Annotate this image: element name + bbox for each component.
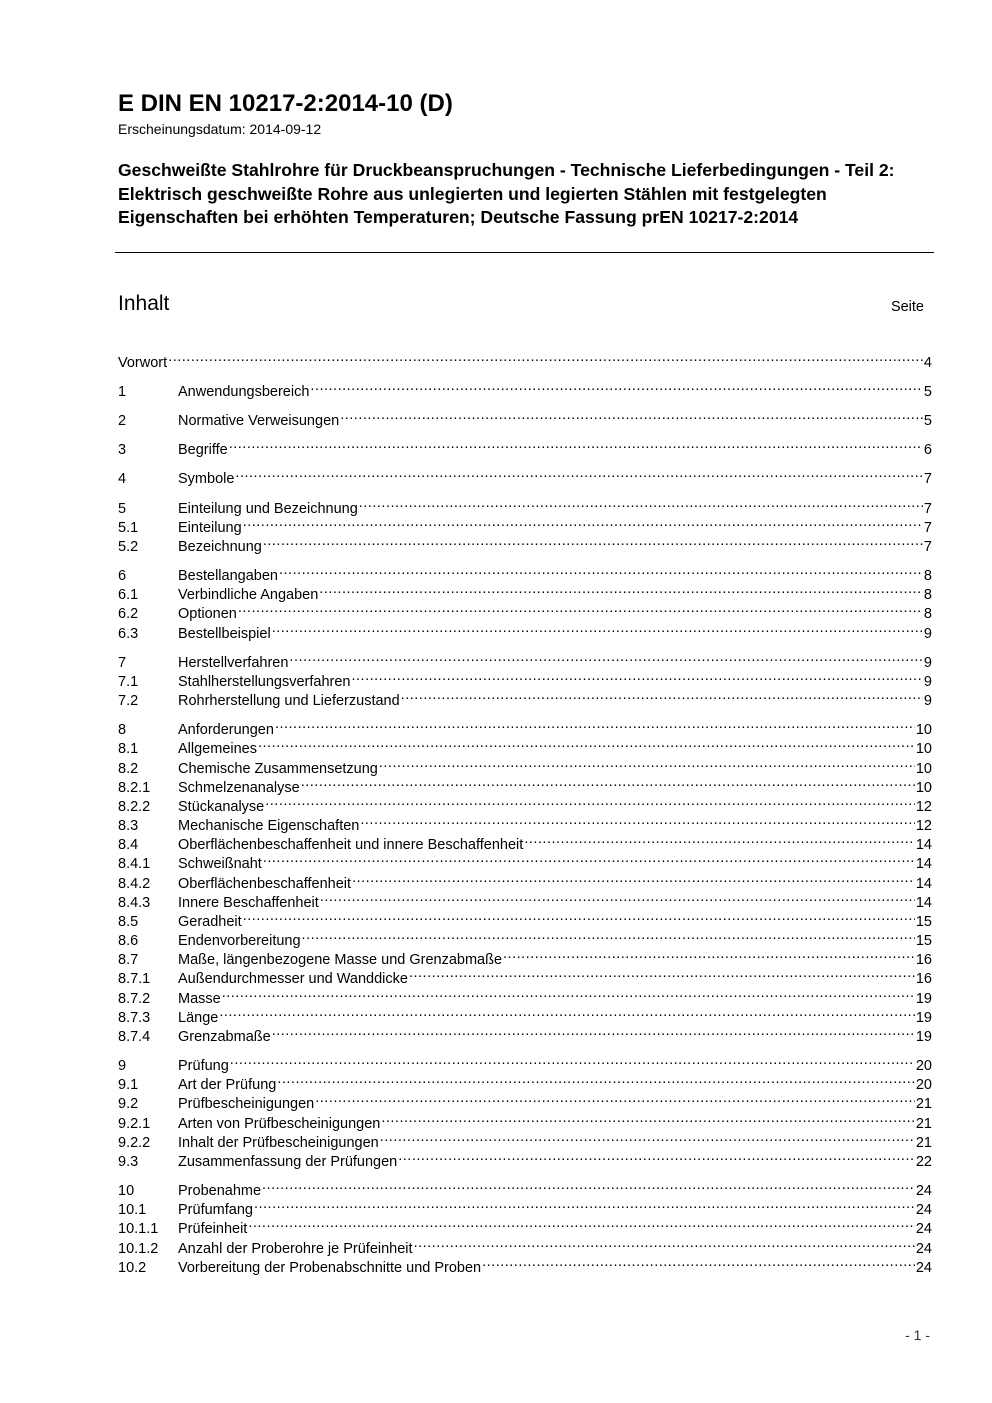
toc-entry-page: 24 [915,1260,932,1276]
toc-dot-leader [340,406,923,425]
toc-dot-leader [315,1089,915,1108]
toc-entry-number: 8.7 [118,952,139,968]
toc-entry[interactable] [118,377,932,400]
toc-entry[interactable] [118,561,932,584]
toc-dot-leader [379,754,915,773]
toc-entry-number: 6 [118,568,127,584]
toc-dot-leader [277,1070,915,1089]
toc-entry[interactable] [118,734,932,757]
toc-dot-leader [229,435,923,454]
toc-entry[interactable] [118,849,932,872]
toc-entry-title: Bezeichnung [178,539,262,555]
toc-entry[interactable] [118,1147,932,1170]
toc-entry-page: 9 [923,655,932,671]
toc-entry[interactable] [118,926,932,949]
toc-entry-page: 5 [923,384,932,400]
toc-entry[interactable] [118,715,932,738]
toc-entry-number: 8.4.2 [118,876,151,892]
toc-entry-page: 10 [915,722,932,738]
toc-dot-leader [381,1109,915,1128]
toc-dot-leader [409,964,915,983]
toc-dot-leader [272,619,923,638]
toc-entry-number: 7.2 [118,693,139,709]
toc-entry[interactable] [118,984,932,1007]
toc-entry[interactable] [118,1089,932,1112]
toc-entry-number: 9.2.2 [118,1135,151,1151]
toc-page-column-label: Seite [890,299,924,315]
toc-entry[interactable] [118,1022,932,1045]
toc-entry-page: 14 [915,837,932,853]
toc-entry-title: Schmelzenanalyse [178,780,300,796]
toc-dot-leader [414,1234,915,1253]
toc-entry[interactable] [118,619,932,642]
toc-entry[interactable] [118,348,932,371]
toc-entry-title: Rohrherstellung und Lieferzustand [178,693,400,709]
toc-entry[interactable] [118,1070,932,1093]
toc-entry[interactable] [118,1195,932,1218]
toc-dot-leader [238,599,923,618]
toc-entry[interactable] [118,907,932,930]
toc-entry[interactable] [118,464,932,487]
toc-dot-leader [482,1253,915,1272]
toc-entry-title: Prüfumfang [178,1202,253,1218]
toc-entry-title: Schweißnaht [178,856,262,872]
document-title: Geschweißte Stahlrohre für Druckbeanspruchungen - Technische Lieferbedingungen - Teil 2: Elektrisch geschweißte Rohre aus unlegierten und legierten Stählen mit festgelegten Eigenschaften bei erhöhten Temperaturen; Deutsche Fassung prEN 10217-2:2014 [118,160,895,227]
toc-entry-page: 16 [915,971,932,987]
toc-entry[interactable] [118,580,932,603]
toc-entry[interactable] [118,494,932,517]
toc-entry-number: 8.5 [118,914,139,930]
toc-entry-number: 8.4.1 [118,856,151,872]
toc-dot-leader [243,907,915,926]
toc-entry-number: 8.1 [118,741,139,757]
toc-entry[interactable] [118,1234,932,1257]
toc-dot-leader [248,1214,915,1233]
toc-entry[interactable] [118,1051,932,1074]
toc-entry[interactable] [118,754,932,777]
toc-entry-title: Bestellbeispiel [178,626,271,642]
toc-entry-page: 6 [923,442,932,458]
toc-dot-leader [243,513,923,532]
toc-entry-page: 19 [915,1010,932,1026]
toc-entry-number: 9 [118,1058,127,1074]
toc-entry-title: Oberflächenbeschaffenheit und innere Beschaffenheit [178,837,524,853]
toc-entry-title: Prüfung [178,1058,229,1074]
toc-entry[interactable] [118,406,932,429]
toc-entry-number: 9.2.1 [118,1116,151,1132]
toc-entry-page: 14 [915,895,932,911]
footer-page-number: - 1 - [905,1327,930,1343]
toc-entry-number: 8.2.2 [118,799,151,815]
toc-entry-title: Vorwort [118,355,168,371]
toc-entry[interactable] [118,888,932,911]
toc-entry-number: 10.2 [118,1260,147,1276]
toc-dot-leader [302,926,915,945]
toc-entry-title: Normative Verweisungen [178,413,340,429]
toc-entry-title: Mechanische Eigenschaften [178,818,360,834]
toc-entry[interactable] [118,1253,932,1276]
title-divider [115,252,934,253]
toc-entry-number: 8.7.3 [118,1010,151,1026]
toc-entry-number: 10.1.2 [118,1241,159,1257]
toc-entry-page: 20 [915,1058,932,1074]
toc-entry-title: Einteilung und Bezeichnung [178,501,358,517]
toc-entry[interactable] [118,773,932,796]
toc-dot-leader [320,888,915,907]
toc-dot-leader [319,580,923,599]
toc-entry-page: 15 [915,914,932,930]
toc-entry-number: 10.1 [118,1202,147,1218]
toc-entry[interactable] [118,830,932,853]
toc-entry-title: Geradheit [178,914,242,930]
toc-dot-leader [258,734,915,753]
toc-entry-page: 14 [915,856,932,872]
toc-entry-page: 15 [915,933,932,949]
toc-dot-leader [265,792,915,811]
toc-entry-page: 9 [923,693,932,709]
toc-entry-page: 20 [915,1077,932,1093]
toc-entry-title: Herstellverfahren [178,655,289,671]
toc-entry-page: 8 [923,568,932,584]
toc-entry[interactable] [118,811,932,834]
toc-entry-title: Innere Beschaffenheit [178,895,319,911]
toc-entry-number: 3 [118,442,127,458]
toc-entry-page: 5 [923,413,932,429]
toc-entry-page: 24 [915,1183,932,1199]
toc-entry-page: 12 [915,818,932,834]
toc-entry-number: 8.3 [118,818,139,834]
toc-entry-title: Vorbereitung der Probenabschnitte und Proben [178,1260,482,1276]
toc-dot-leader [272,1022,915,1041]
toc-entry-page: 10 [915,741,932,757]
toc-entry-title: Maße, längenbezogene Masse und Grenzabmaße [178,952,503,968]
toc-dot-leader [168,348,923,367]
toc-entry[interactable] [118,686,932,709]
toc-entry-page: 12 [915,799,932,815]
toc-dot-leader [352,869,915,888]
toc-entry-title: Außendurchmesser und Wanddicke [178,971,408,987]
toc-entry-title: Inhalt der Prüfbescheinigungen [178,1135,379,1151]
toc-entry-title: Masse [178,991,221,1007]
toc-dot-leader [289,648,923,667]
toc-entry[interactable] [118,599,932,622]
toc-entry-page: 9 [923,674,932,690]
toc-entry-title: Länge [178,1010,219,1026]
toc-entry[interactable] [118,1109,932,1132]
toc-entry-number: 6.2 [118,606,139,622]
toc-entry-page: 19 [915,991,932,1007]
toc-entry-page: 21 [915,1116,932,1132]
toc-entry-title: Prüfbescheinigungen [178,1096,315,1112]
toc-entry[interactable] [118,513,932,536]
toc-entry-page: 22 [915,1154,932,1170]
toc-entry-number: 9.2 [118,1096,139,1112]
toc-entry-page: 21 [915,1096,932,1112]
toc-entry-number: 5.2 [118,539,139,555]
toc-entry-number: 9.3 [118,1154,139,1170]
toc-entry-page: 7 [923,471,932,487]
toc-entry[interactable] [118,792,932,815]
toc-entry-title: Allgemeines [178,741,257,757]
toc-entry-number: 2 [118,413,127,429]
toc-entry-number: 5 [118,501,127,517]
toc-entry-number: 7 [118,655,127,671]
toc-entry-title: Stückanalyse [178,799,265,815]
toc-dot-leader [279,561,923,580]
toc-entry-page: 9 [923,626,932,642]
toc-entry-page: 8 [923,587,932,603]
toc-heading: Inhalt [118,292,170,315]
toc-entry-number: 8.7.2 [118,991,151,1007]
toc-dot-leader [230,1051,915,1070]
toc-entry-title: Grenzabmaße [178,1029,271,1045]
toc-entry-title: Probenahme [178,1183,262,1199]
toc-entry-page: 4 [923,355,932,371]
toc-entry-title: Begriffe [178,442,228,458]
toc-entry-number: 9.1 [118,1077,139,1093]
toc-entry-number: 8.6 [118,933,139,949]
toc-entry-title: Stahlherstellungsverfahren [178,674,351,690]
toc-entry-number: 4 [118,471,127,487]
toc-entry-number: 10 [118,1183,135,1199]
toc-entry-number: 7.1 [118,674,139,690]
toc-entry-number: 8.4.3 [118,895,151,911]
toc-entry[interactable] [118,1003,932,1026]
toc-entry[interactable] [118,1214,932,1237]
toc-entry-page: 21 [915,1135,932,1151]
toc-entry-number: 6.3 [118,626,139,642]
toc-dot-leader [359,494,923,513]
toc-entry-title: Verbindliche Angaben [178,587,319,603]
toc-entry[interactable] [118,1176,932,1199]
toc-entry-title: Symbole [178,471,235,487]
toc-entry[interactable] [118,964,932,987]
toc-entry-page: 7 [923,539,932,555]
toc-entry[interactable] [118,648,932,671]
toc-dot-leader [254,1195,915,1214]
toc-dot-leader [503,945,915,964]
toc-entry[interactable] [118,532,932,555]
toc-entry-title: Bestellangaben [178,568,278,584]
toc-entry-title: Einteilung [178,520,242,536]
toc-entry-page: 7 [923,501,932,517]
toc-entry[interactable] [118,667,932,690]
toc-entry-title: Zusammenfassung der Prüfungen [178,1154,398,1170]
publication-date: Erscheinungsdatum: 2014-09-12 [118,121,322,137]
toc-entry-title: Optionen [178,606,237,622]
toc-entry-number: 8.7.1 [118,971,151,987]
toc-entry[interactable] [118,869,932,892]
toc-entry-title: Anwendungsbereich [178,384,310,400]
toc-dot-leader [380,1128,915,1147]
toc-dot-leader [401,686,923,705]
toc-entry-title: Anzahl der Proberohre je Prüfeinheit [178,1241,413,1257]
toc-entry-number: 8 [118,722,127,738]
toc-dot-leader [275,715,915,734]
toc-entry-number: 8.4 [118,837,139,853]
toc-entry-page: 10 [915,780,932,796]
toc-dot-leader [524,830,915,849]
toc-entry-number: 8.2.1 [118,780,151,796]
toc-entry-page: 19 [915,1029,932,1045]
toc-entry-number: 8.2 [118,761,139,777]
toc-entry-number: 1 [118,384,127,400]
toc-entry-title: Chemische Zusammensetzung [178,761,378,777]
toc-entry-page: 24 [915,1202,932,1218]
toc-dot-leader [235,464,923,483]
toc-entry-title: Anforderungen [178,722,274,738]
toc-dot-leader [219,1003,915,1022]
toc-dot-leader [360,811,914,830]
toc-entry-page: 7 [923,520,932,536]
toc-dot-leader [352,667,923,686]
toc-dot-leader [263,532,923,551]
toc-entry-page: 14 [915,876,932,892]
toc-entry-page: 8 [923,606,932,622]
toc-dot-leader [262,1176,915,1195]
toc-entry-number: 8.7.4 [118,1029,151,1045]
toc-entry-number: 6.1 [118,587,139,603]
toc-entry-title: Endenvorbereitung [178,933,301,949]
toc-entry[interactable] [118,435,932,458]
toc-entry-title: Prüfeinheit [178,1221,248,1237]
toc-entry-page: 24 [915,1241,932,1257]
toc-dot-leader [310,377,923,396]
toc-entry-title: Oberflächenbeschaffenheit [178,876,352,892]
toc-dot-leader [301,773,915,792]
toc-entry-number: 10.1.1 [118,1221,159,1237]
toc-dot-leader [222,984,915,1003]
document-code: E DIN EN 10217-2:2014-10 (D) [118,90,453,117]
toc-entry-number: 5.1 [118,520,139,536]
toc-entry[interactable] [118,945,932,968]
toc-entry-page: 10 [915,761,932,777]
toc-dot-leader [263,849,915,868]
toc-entry-page: 24 [915,1221,932,1237]
toc-entry-page: 16 [915,952,932,968]
toc-entry-title: Arten von Prüfbescheinigungen [178,1116,381,1132]
toc-dot-leader [398,1147,915,1166]
toc-entry-title: Art der Prüfung [178,1077,277,1093]
toc-entry[interactable] [118,1128,932,1151]
